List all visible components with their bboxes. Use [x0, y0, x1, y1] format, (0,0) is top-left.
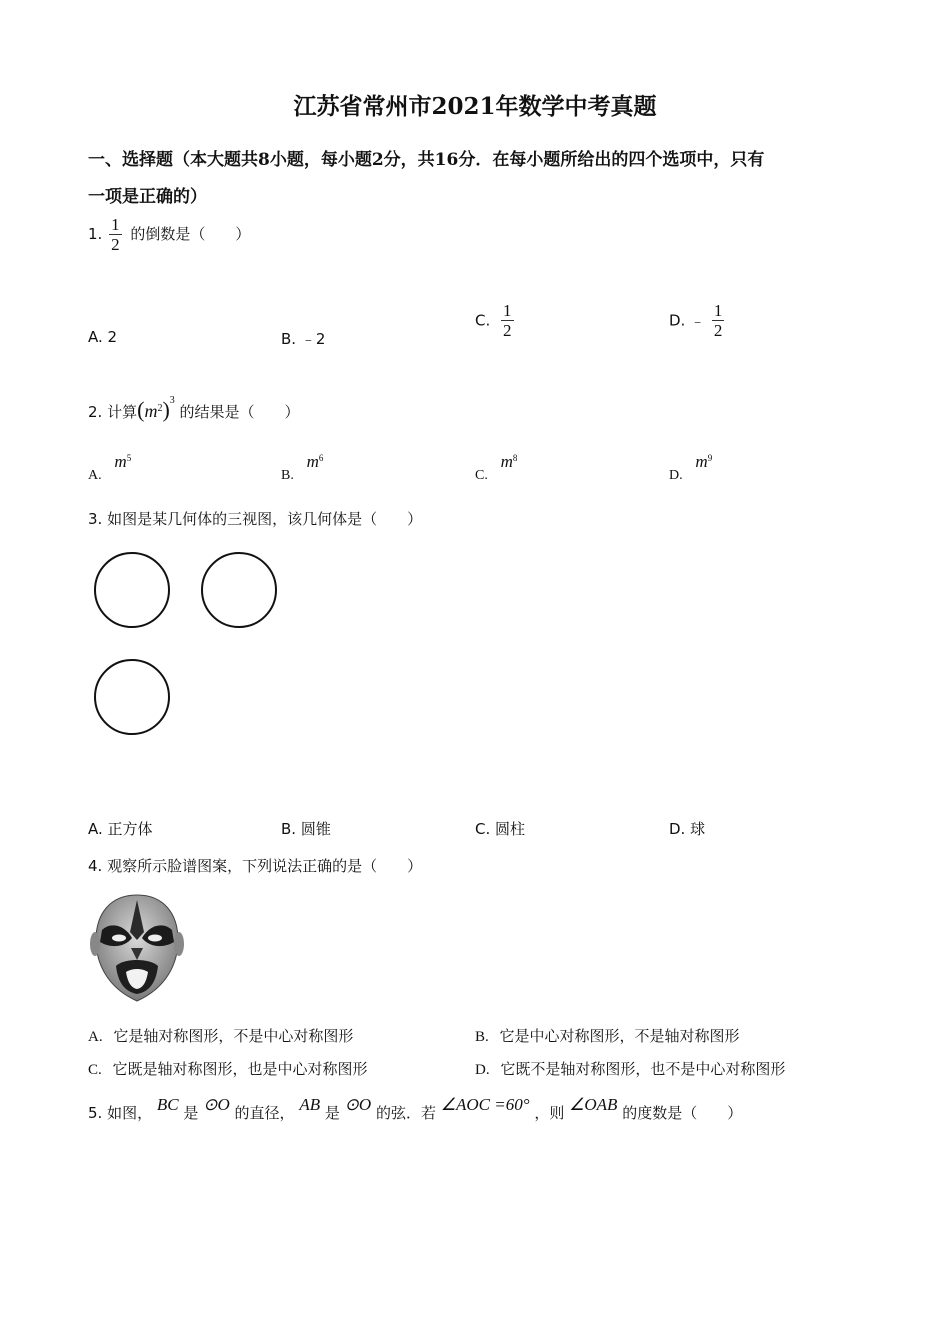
question-5-text-7: 的度数是（ ）	[622, 1104, 743, 1122]
question-2-text-b: 的结果是（ ）	[179, 403, 300, 421]
option-label: D.	[475, 1062, 490, 1078]
segment-ab: AB	[299, 1095, 321, 1114]
right-eye	[148, 935, 162, 942]
option-sign: ﹣	[690, 312, 706, 330]
q3-option-d[interactable]	[669, 818, 705, 839]
fraction-numerator: 1	[111, 215, 120, 234]
question-5-text-6: ，则	[534, 1104, 565, 1122]
option-text: 正方体	[107, 820, 153, 838]
q3-option-b[interactable]	[281, 818, 331, 839]
fraction-numerator: 1	[503, 301, 512, 320]
question-5-text-2: 是	[183, 1104, 199, 1122]
option-label: D.	[669, 468, 683, 483]
option-base: m	[500, 452, 513, 471]
q1-option-b[interactable]	[281, 328, 325, 349]
option-text: 它既不是轴对称图形，也不是中心对称图形	[500, 1060, 786, 1078]
option-base: m	[306, 452, 319, 471]
option-exponent: 5	[126, 453, 132, 463]
left-eye	[112, 935, 126, 942]
option-label: D.	[669, 311, 686, 330]
question-5-text-4: 是	[324, 1104, 340, 1122]
option-label: B.	[281, 330, 297, 348]
option-label: A.	[88, 468, 102, 483]
option-exponent: 8	[512, 453, 518, 463]
option-text: ﹣2	[300, 330, 326, 348]
option-text: 它是轴对称图形，不是中心对称图形	[113, 1027, 354, 1045]
outer-exponent: 3	[169, 395, 175, 406]
circle-o-2: ⊙O	[344, 1095, 372, 1114]
question-5-text-1: 如图，	[107, 1104, 153, 1122]
q4-option-b[interactable]	[475, 1025, 740, 1046]
q1-option-a[interactable]	[88, 328, 117, 346]
q3-option-c[interactable]	[475, 818, 525, 839]
option-text: 圆柱	[495, 820, 526, 838]
angle-aoc: ∠AOC =60°	[440, 1095, 530, 1114]
option-text: 它是中心对称图形，不是轴对称图形	[499, 1027, 740, 1045]
option-text: 它既是轴对称图形，也是中心对称图形	[112, 1060, 368, 1078]
question-2	[88, 397, 300, 423]
question-5	[88, 1094, 743, 1122]
question-5-number: 5.	[88, 1104, 103, 1122]
question-1-text: 的倒数是（ ）	[130, 225, 251, 243]
fraction-denominator: 2	[111, 235, 120, 254]
power-expression	[137, 395, 175, 422]
option-exponent: 9	[707, 453, 713, 463]
option-label: B.	[281, 820, 297, 838]
q2-option-c[interactable]	[475, 452, 518, 483]
open-paren: (	[137, 397, 145, 422]
question-5-text-3: 的直径，	[234, 1104, 295, 1122]
q4-option-a[interactable]	[88, 1025, 353, 1046]
q2-option-b[interactable]	[281, 452, 324, 483]
option-text: 2	[107, 328, 118, 346]
question-5-text-5: 的弦．若	[375, 1104, 436, 1122]
fraction-denominator: 2	[713, 321, 723, 340]
option-base: m	[695, 452, 708, 471]
inner-exponent: 2	[157, 403, 163, 414]
option-exponent: 6	[318, 453, 324, 463]
option-fraction	[501, 301, 514, 340]
variable-m: m	[144, 401, 158, 421]
q2-option-a[interactable]	[88, 452, 132, 483]
option-label: B.	[281, 468, 294, 483]
fraction-numerator: 1	[713, 301, 723, 320]
option-label: C.	[475, 468, 488, 483]
fraction-denominator: 2	[503, 321, 512, 340]
three-view-top-circle	[94, 659, 170, 735]
q4-option-c[interactable]	[88, 1058, 368, 1079]
section-heading-line1: 一、选择题（本大题共8小题，每小题2分，共16分．在每小题所给出的四个选项中，只有	[88, 150, 765, 170]
three-view-front-circle	[94, 552, 170, 628]
question-2-text-a: 计算	[107, 403, 138, 421]
left-ear	[90, 932, 100, 956]
option-label: C.	[475, 311, 491, 330]
opera-face-mask-image	[88, 892, 186, 1004]
section-heading-line2: 一项是正确的）	[88, 187, 207, 207]
segment-bc: BC	[156, 1095, 179, 1114]
q1-option-d[interactable]	[669, 301, 724, 340]
page-title: 江苏省常州市2021年数学中考真题	[293, 93, 657, 120]
question-1-fraction	[109, 215, 122, 254]
angle-oab: ∠OAB	[569, 1095, 618, 1114]
q4-option-d[interactable]	[475, 1058, 785, 1079]
q1-option-c[interactable]	[475, 301, 514, 340]
question-1	[88, 215, 250, 254]
q2-option-d[interactable]	[669, 452, 713, 483]
option-label: B.	[475, 1029, 489, 1045]
option-fraction	[712, 301, 725, 340]
option-label: C.	[88, 1062, 102, 1078]
right-ear	[174, 932, 184, 956]
option-text: 圆锥	[300, 820, 331, 838]
three-view-side-circle	[201, 552, 277, 628]
close-paren: )	[162, 397, 170, 422]
option-label: A.	[88, 820, 103, 838]
option-label: A.	[88, 1029, 103, 1045]
option-base: m	[114, 452, 127, 471]
circle-o-1: ⊙O	[203, 1095, 230, 1114]
question-3: 3. 如图是某几何体的三视图，该几何体是（ ）	[88, 510, 423, 528]
q3-option-a[interactable]	[88, 818, 153, 839]
question-1-number: 1.	[88, 225, 103, 243]
question-4: 4. 观察所示脸谱图案，下列说法正确的是（ ）	[88, 857, 423, 875]
option-label: D.	[669, 820, 686, 838]
question-2-number: 2.	[88, 403, 103, 421]
option-text: 球	[690, 820, 706, 838]
option-label: A.	[88, 328, 103, 346]
option-label: C.	[475, 820, 491, 838]
